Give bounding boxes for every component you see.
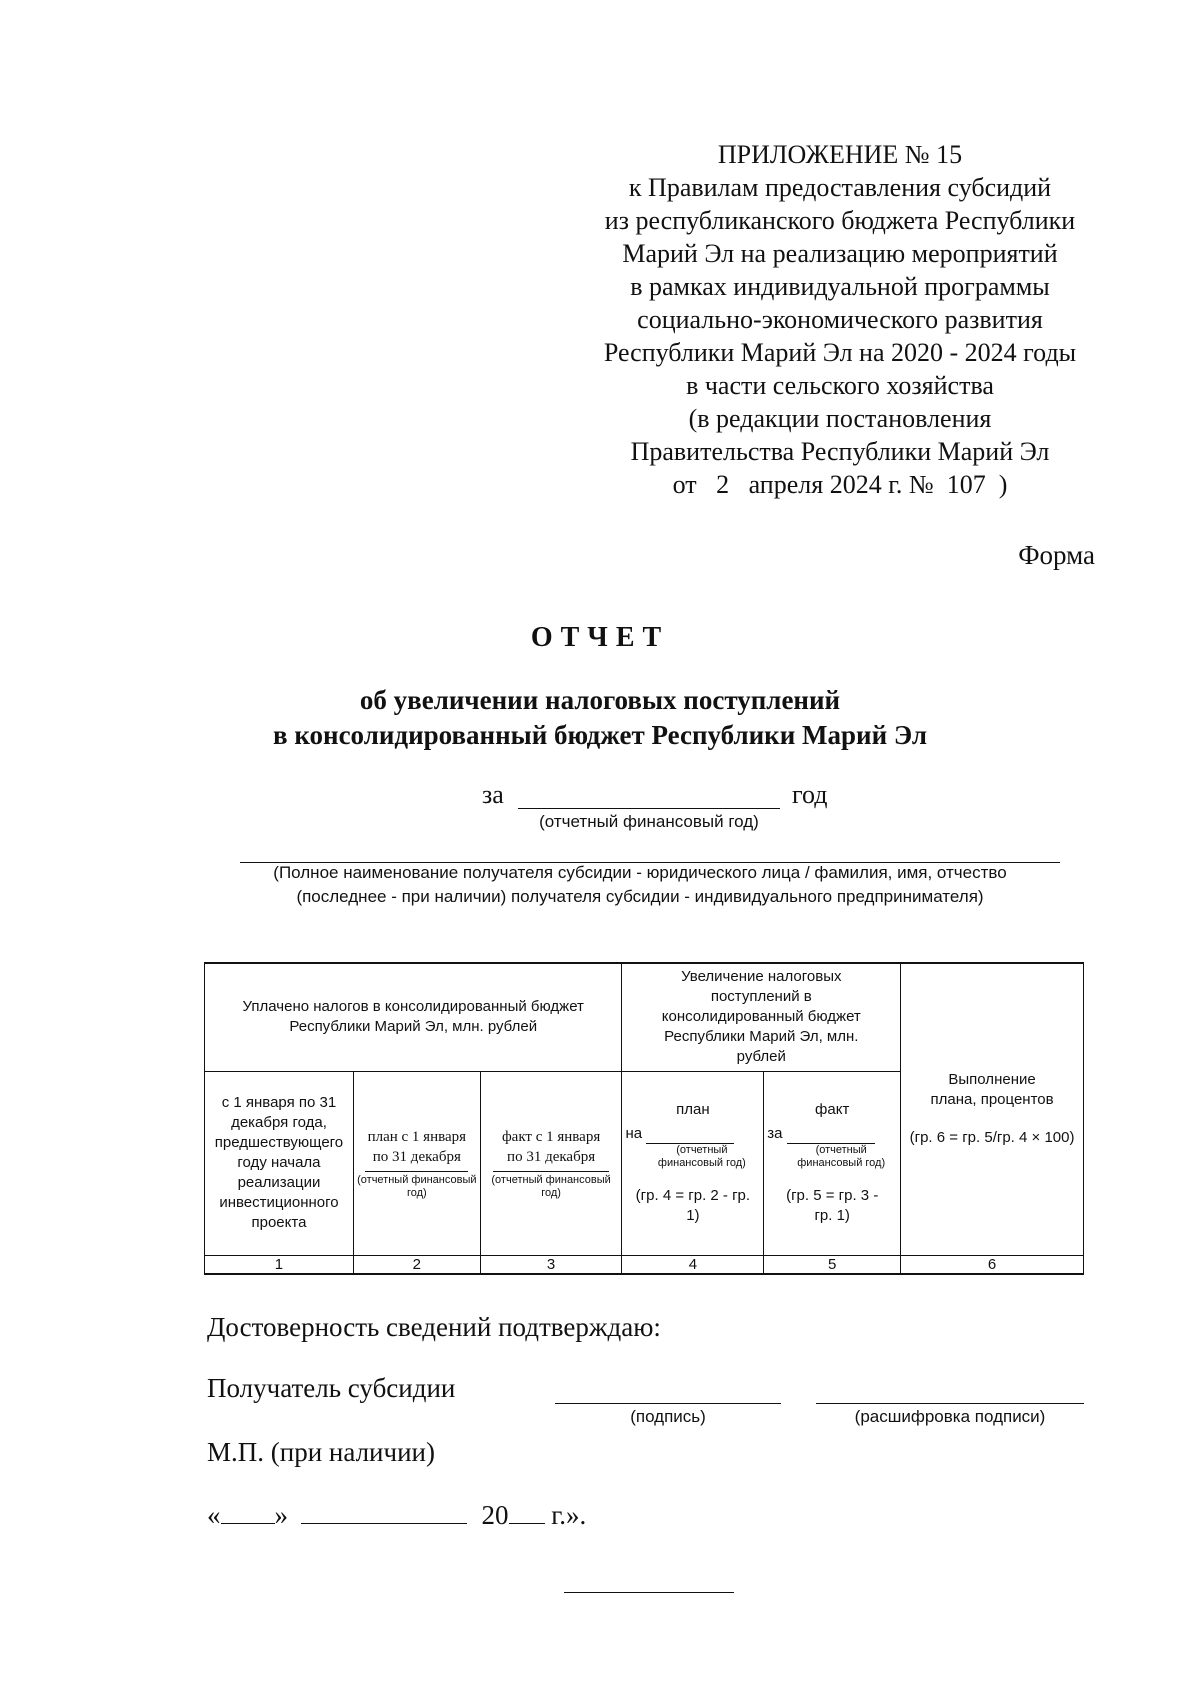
period-suffix: год xyxy=(792,780,828,809)
header-line: Правительства Республики Марий Эл xyxy=(630,437,1050,466)
header-line: к Правилам предоставления субсидий xyxy=(628,173,1052,202)
plan-increase-caption: (отчетный финансовый год) xyxy=(657,1144,746,1169)
column-number: 2 xyxy=(353,1255,480,1274)
fact-increase-formula: (гр. 5 = гр. 3 - гр. 1) xyxy=(786,1187,879,1224)
header-fact-year xyxy=(480,1071,622,1255)
date-suffix: г.». xyxy=(551,1500,587,1530)
signature-field[interactable] xyxy=(555,1403,781,1404)
period-year-field[interactable] xyxy=(518,808,780,809)
form-label: Форма xyxy=(1018,540,1095,570)
column-number: 1 xyxy=(205,1255,354,1274)
date-month-field[interactable] xyxy=(301,1501,467,1524)
report-table xyxy=(204,962,1084,1275)
period-prefix: за xyxy=(482,780,504,809)
plan-increase-formula: (гр. 4 = гр. 2 - гр. 1) xyxy=(635,1187,751,1224)
column-number: 6 xyxy=(901,1255,1084,1274)
header-line: социально-экономического развития xyxy=(637,305,1043,334)
report-title: ОТЧЕТ xyxy=(530,622,670,653)
signature-decode-field[interactable] xyxy=(816,1403,1084,1404)
date-close-quote: » xyxy=(274,1500,288,1530)
plan-year-caption: (отчетный финансовый год) xyxy=(357,1173,477,1199)
fact-year-underline xyxy=(493,1171,609,1172)
confirmation-text: Достоверность сведений подтверждаю: xyxy=(207,1312,661,1342)
fact-year-text: факт с 1 января по 31 декабря xyxy=(501,1128,601,1165)
header-base-year: с 1 января по 31 декабря года, предшествующего году начала реализации инвестиционного проекта xyxy=(205,1071,354,1255)
plan-increase-title: план xyxy=(676,1101,710,1118)
fact-increase-caption: (отчетный финансовый год) xyxy=(797,1144,886,1169)
plan-year-text: план с 1 января по 31 декабря xyxy=(367,1128,467,1165)
recipient-caption xyxy=(200,861,1080,909)
period-caption: (отчетный финансовый год) xyxy=(539,812,759,831)
header-line: в части сельского хозяйства xyxy=(686,371,994,400)
column-number: 3 xyxy=(480,1255,622,1274)
header-tax-increase: Увеличение налоговых поступлений в консолидированный бюджет Республики Марий Эл, млн. рублей xyxy=(622,963,901,1071)
recipient-caption-line-1: (Полное наименование получателя субсидии - юридического лица / фамилия, имя, отчество xyxy=(273,863,1007,882)
column-number: 4 xyxy=(622,1255,764,1274)
recipient-label: Получатель субсидии xyxy=(207,1373,456,1403)
signature-caption: (подпись) xyxy=(630,1407,706,1426)
header-date-line: от 2 апреля 2024 г. № 107 ) xyxy=(672,470,1008,499)
fact-increase-year-field[interactable] xyxy=(787,1129,875,1144)
date-day-field[interactable] xyxy=(221,1501,275,1524)
date-year-field[interactable] xyxy=(509,1501,545,1524)
subtitle-line-1: об увеличении налоговых поступлений xyxy=(359,685,841,715)
header-plan-year xyxy=(353,1071,480,1255)
header-line: (в редакции постановления xyxy=(688,404,992,433)
appendix-header xyxy=(560,138,1120,501)
fact-year-caption: (отчетный финансовый год) xyxy=(491,1173,611,1199)
subtitle-line-2: в консолидированный бюджет Республики Марий Эл xyxy=(272,720,928,750)
recipient-caption-line-2: (последнее - при наличии) получателя субсидии - индивидуального предпринимателя) xyxy=(296,887,984,906)
header-plan-increase xyxy=(622,1071,764,1255)
header-line: Республики Марий Эл на 2020 - 2024 годы xyxy=(603,338,1077,367)
header-fact-increase xyxy=(764,1071,901,1255)
signature-decode-caption: (расшифровка подписи) xyxy=(854,1407,1046,1426)
date-open-quote: « xyxy=(207,1500,221,1530)
date-year-prefix: 20 xyxy=(481,1500,509,1530)
plan-year-underline xyxy=(365,1171,468,1172)
closing-divider xyxy=(564,1592,734,1593)
stamp-label: М.П. (при наличии) xyxy=(207,1437,435,1467)
plan-increase-year-field[interactable] xyxy=(646,1129,734,1144)
fact-increase-title: факт xyxy=(815,1101,850,1118)
column-number: 5 xyxy=(764,1255,901,1274)
report-subtitle xyxy=(0,683,1200,753)
plan-completion-title: Выполнение плана, процентов xyxy=(930,1071,1054,1109)
header-line: Марий Эл на реализацию мероприятий xyxy=(622,239,1058,268)
header-taxes-paid: Уплачено налогов в консолидированный бюджет Республики Марий Эл, млн. рублей xyxy=(205,963,622,1071)
header-line: в рамках индивидуальной программы xyxy=(630,272,1050,301)
plan-completion-formula: (гр. 6 = гр. 5/гр. 4 × 100) xyxy=(909,1129,1075,1147)
header-plan-completion xyxy=(901,963,1084,1255)
plan-increase-prefix: на xyxy=(625,1125,643,1142)
header-line: из республиканского бюджета Республики xyxy=(604,206,1076,235)
date-row xyxy=(207,1500,586,1531)
appendix-number: ПРИЛОЖЕНИЕ № 15 xyxy=(717,140,963,169)
fact-increase-prefix: за xyxy=(767,1125,783,1142)
